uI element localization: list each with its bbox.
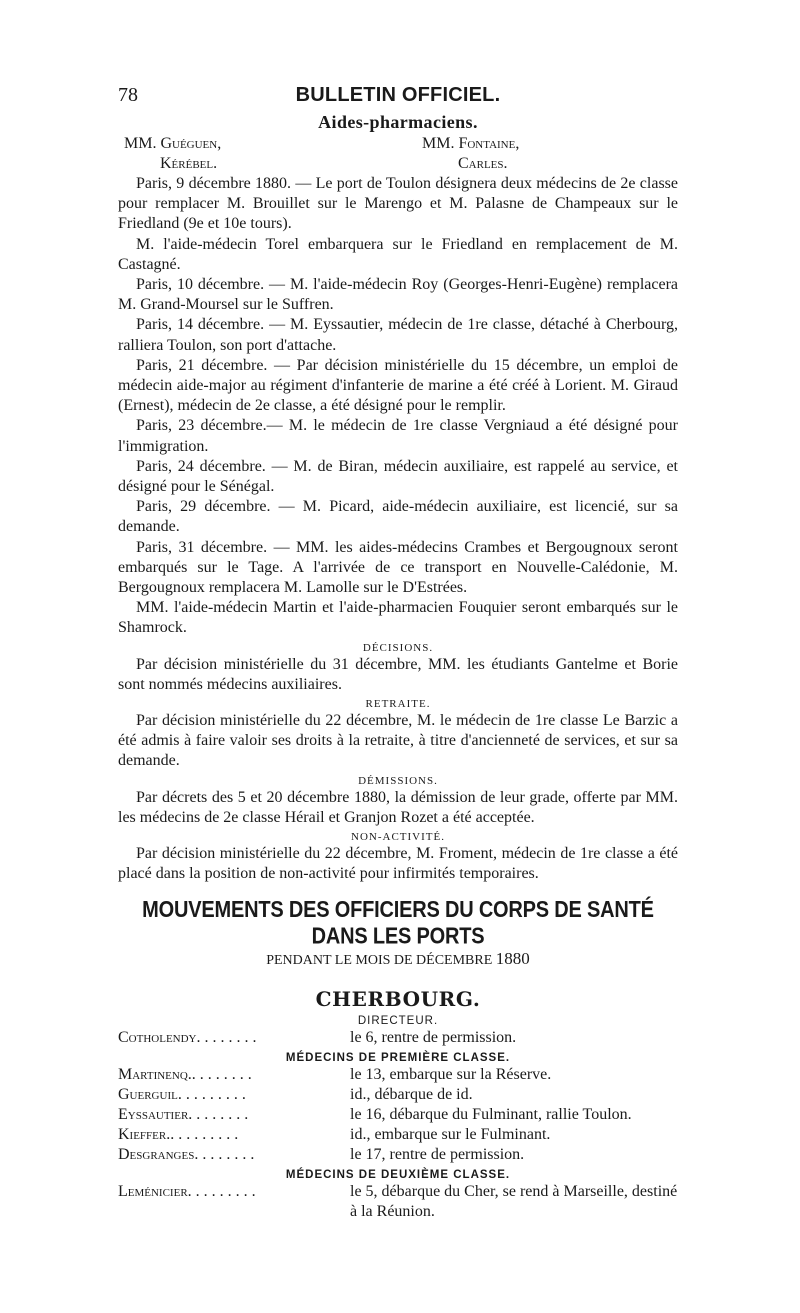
page-header (118, 84, 678, 110)
rank-heading: DIRECTEUR. (357, 1014, 439, 1027)
officer-movement: le 16, débarque du Fulminant, rallie Toulon. (350, 1105, 632, 1123)
list-item (118, 1065, 678, 1085)
list-item (118, 1085, 678, 1105)
officer-movement: le 5, débarque du Cher, se rend à Marseille, destiné à la Réunion. (350, 1182, 678, 1220)
paragraph: Paris, 10 décembre. — M. l'aide-médecin Roy (Georges-Henri-Eugène) remplacera M. Grand-Moursel sur le Suffren. (118, 276, 678, 314)
signatory-left-1: MM. Guéguen, (124, 135, 222, 152)
rank-heading: MÉDECINS DE DEUXIÈME CLASSE. (285, 1168, 511, 1181)
officer-movement: le 13, embarque sur la Réserve. (350, 1065, 552, 1083)
officer-name: Leménicier. . . . . . . . . (118, 1182, 256, 1200)
retraite-text: Par décision ministérielle du 22 décembre, M. le médecin de 1re classe Le Barzic a été admis à faire valoir ses droits à la retraite, à titre d'ancienneté de services, et sur sa demande. (118, 712, 678, 770)
officer-name: Desgranges. . . . . . . . (118, 1145, 255, 1163)
mouvements-subtitle (118, 949, 678, 969)
officer-name: Cotholendy. . . . . . . . (118, 1028, 257, 1046)
officer-name: Eyssautier. . . . . . . . (118, 1105, 249, 1123)
signatory-right-2: Carles. (458, 155, 508, 172)
paragraph: MM. l'aide-médecin Martin et l'aide-pharmacien Fouquier seront embarqués sur le Shamrock. (118, 599, 678, 637)
officer-movement: le 17, rentre de permission. (350, 1145, 525, 1163)
signatories (118, 134, 678, 174)
officer-name: Martinenq.. . . . . . . . (118, 1065, 252, 1083)
paragraph: Paris, 21 décembre. — Par décision ministérielle du 15 décembre, un emploi de médecin aide-major au régiment d'infanterie de marine a été créé à Lorient. M. Giraud (Ernest), médecin de 2e classe, a été désigné pour le remplir. (118, 356, 678, 415)
decisions-heading: DÉCISIONS. (362, 641, 434, 654)
paragraph: Paris, 23 décembre.— M. le médecin de 1re classe Vergniaud a été désigné pour l'immigration. (118, 417, 678, 455)
list-item (118, 1182, 678, 1222)
running-title: BULLETIN OFFICIEL. (295, 84, 501, 106)
mouvements-subtitle-text: PENDANT LE MOIS DE DÉCEMBRE (266, 952, 493, 968)
section-title: Aides-pharmaciens. (318, 112, 478, 132)
list-item (118, 1125, 678, 1145)
officer-movement: le 6, rentre de permission. (350, 1028, 517, 1046)
non-activite-heading: NON-ACTIVITÉ. (351, 831, 445, 844)
paragraph: Paris, 9 décembre 1880. — Le port de Toulon désignera deux médecins de 2e classe pour remplacer M. Brouillet sur le Marengo et M. Palasne de Champeaux sur le Friedland (9e et 10e tours). (118, 175, 678, 233)
port-heading: CHERBOURG. (315, 986, 481, 1011)
paragraph: Paris, 29 décembre. — M. Picard, aide-médecin auxiliaire, est licencié, sur sa demande. (118, 498, 678, 536)
decisions-text: Par décision ministérielle du 31 décembre, MM. les étudiants Gantelme et Borie sont nommés médecins auxiliaires. (118, 655, 678, 693)
page (118, 84, 678, 1222)
officer-name: Guerguil. . . . . . . . . (118, 1085, 246, 1103)
list-item (118, 1105, 678, 1125)
paragraph: Paris, 31 décembre. — MM. les aides-médecins Crambes et Bergougnoux seront embarqués sur le Tage. A l'arrivée de ce transport en Nouvelle-Calédonie, M. Bergougnoux remplacera M. Lamolle sur le D'Estrées. (118, 538, 678, 597)
officer-name: Kieffer.. . . . . . . . . (118, 1125, 239, 1143)
rank-heading: MÉDECINS DE PREMIÈRE CLASSE. (285, 1051, 511, 1064)
demissions-text: Par décrets des 5 et 20 décembre 1880, la démission de leur grade, offerte par MM. les médecins de 2e classe Hérail et Granjon Rozet a été acceptée. (118, 788, 678, 826)
officer-movement: id., embarque sur le Fulminant. (350, 1125, 551, 1143)
paragraph: Paris, 14 décembre. — M. Eyssautier, médecin de 1re classe, détaché à Cherbourg, ralliera Toulon, son port d'attache. (118, 316, 678, 354)
signatory-right-1: MM. Fontaine, (422, 135, 520, 152)
paragraph: M. l'aide-médecin Torel embarquera sur le Friedland en remplacement de M. Castagné. (118, 235, 678, 273)
list-item (118, 1145, 678, 1165)
page-number: 78 (118, 84, 138, 106)
mouvements-year: 1880 (495, 948, 530, 968)
officer-movement: id., débarque de id. (350, 1085, 473, 1103)
paragraph: Paris, 24 décembre. — M. de Biran, médecin auxiliaire, est rappelé au service, et désigné pour le Sénégal. (118, 457, 678, 496)
demissions-heading: DÉMISSIONS. (358, 774, 438, 787)
list-item (118, 1028, 678, 1048)
retraite-heading: RETRAITE. (365, 698, 431, 711)
non-activite-text: Par décision ministérielle du 22 décembre, M. Froment, médecin de 1re classe a été placé dans la position de non-activité pour infirmités temporaires. (118, 845, 678, 883)
signatory-left-2: Kérébel. (160, 155, 218, 172)
mouvements-title: MOUVEMENTS DES OFFICIERS DU CORPS DE SANTÉ DANS LES PORTS (142, 897, 654, 949)
